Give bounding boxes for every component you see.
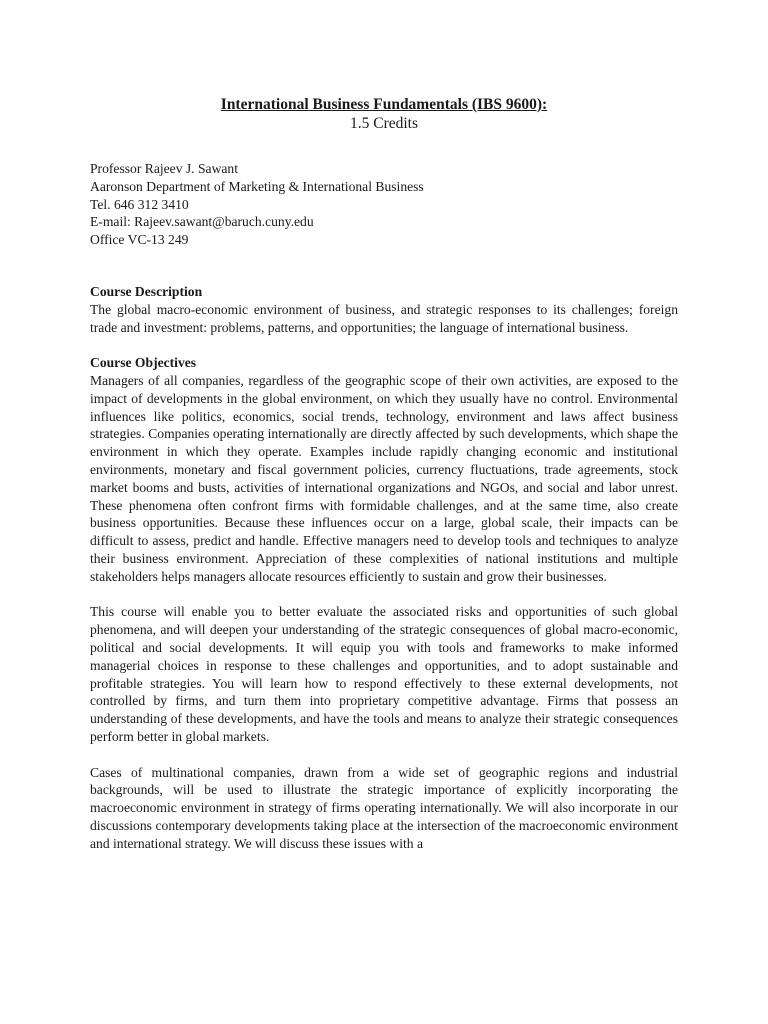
course-objectives-paragraph: Cases of multinational companies, drawn from a wide set of geographic regions and industrial backgrounds, will be used to illustrate the strategic importance of explicitly incorporating the macroeconomic environment in strategy of firms operating internationally. We will also incorporate in our discussions contemporary developments taking place at the intersection of the macroeconomic environment and international strategy. We will discuss these issues with a	[90, 764, 678, 851]
syllabus-page	[90, 96, 678, 870]
course-objectives-paragraph: This course will enable you to better evaluate the associated risks and opportunities of such global phenomena, and will deepen your understanding of the strategic consequences of global macro-economic, political and social developments. It will equip you with tools and frameworks to make informed managerial choices in response to these challenges and opportunities, and to adopt sustainable and profitable strategies. You will learn how to respond effectively to these external developments, not controlled by firms, and turn them into proprietary competitive advantage. Firms that possess an understanding of these developments, and have the tools and means to analyze their strategic consequences perform better in global markets.	[90, 604, 678, 744]
office: Office VC-13 249	[90, 232, 189, 248]
course-objectives-paragraph: Managers of all companies, regardless of the geographic scope of their own activities, are exposed to the impact of developments in the global environment, on which they usually have no control. Environmental influences like politics, economics, social trends, technology, environment and laws affect business strategies. Companies operating internationally are directly affected by such developments, which shape the environment in which they operate. Examples include rapidly changing economic and institutional environments, monetary and fiscal government policies, currency fluctuations, trade agreements, stock market booms and busts, activities of international organizations and NGOs, and social and labor unrest. These phenomena often confront firms with formidable challenges, and at the same time, also create business opportunities. Because these influences occur on a large, global scale, their impacts can be difficult to assess, predict and handle. Effective managers need to develop tools and techniques to analyze their business environment. Appreciation of these complexities of national institutions and multiple stakeholders helps managers allocate resources efficiently to sustain and grow their businesses.	[90, 372, 678, 584]
page-subtitle: 1.5 Credits	[349, 115, 419, 132]
course-description-body: The global macro-economic environment of business, and strategic responses to its challenges; foreign trade and investment: problems, patterns, and opportunities; the language of international business.	[90, 301, 678, 335]
course-objectives-heading: Course Objectives	[90, 355, 197, 371]
contact-block	[90, 160, 678, 249]
telephone: Tel. 646 312 3410	[90, 196, 189, 212]
email: E-mail: Rajeev.sawant@baruch.cuny.edu	[90, 214, 314, 230]
course-description-heading: Course Description	[90, 283, 203, 299]
department: Aaronson Department of Marketing & International Business	[90, 178, 424, 194]
professor-name: Professor Rajeev J. Sawant	[90, 161, 238, 176]
page-title: International Business Fundamentals (IBS 9600):	[220, 96, 548, 113]
